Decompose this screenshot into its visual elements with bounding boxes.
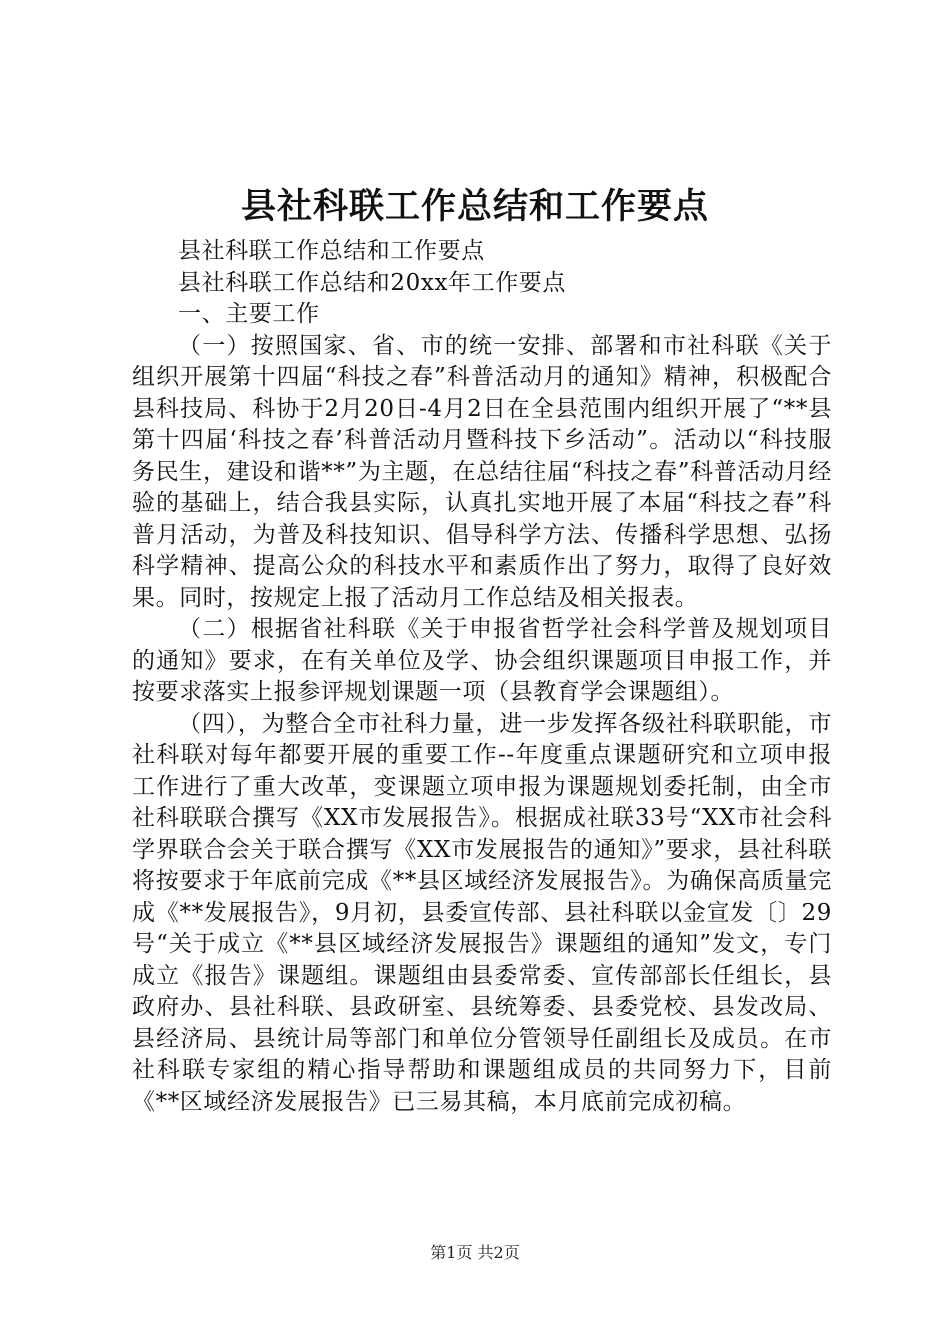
- subtitle-line: 县社科联工作总结和工作要点: [178, 238, 485, 264]
- subtitle-line-year: 县社科联工作总结和20xx年工作要点: [178, 269, 567, 296]
- paragraph-item-2: （二）根据省社科联《关于申报省哲学社会科学普及规划项目的通知》要求，在有关单位及学、协会组织课题项目申报工作，并按要求落实上报参评规划课题一项（县教育学会课题组）。: [132, 616, 832, 705]
- document-body: [132, 236, 832, 1118]
- paragraph-item-4: （四），为整合全市社科力量，进一步发挥各级社科联职能，市社科联对每年都要开展的重要工作--年度重点课题研究和立项申报工作进行了重大改革，变课题立项申报为课题规划委托制，由全市社科联联合撰写《XX市发展报告》。根据成社联33号“XX市社会科学界联合会关于联合撰写《XX市发展报告的通知》”要求，县社科联将按要求于年底前完成《**县区域经济发展报告》。为确保高质量完成《**发展报告》，9月初，县委宣传部、县社科联以金宣发〔〕29号“关于成立《**县区域经济发展报告》课题组的通知”发文，专门成立《报告》课题组。课题组由县委常委、宣传部部长任组长，县政府办、县社科联、县政研室、县统筹委、县委党校、县发改局、县经济局、县统计局等部门和单位分管领导任副组长及成员。在市社科联专家组的精心指导帮助和课题组成员的共同努力下，目前《**区域经济发展报告》已三易其稿，本月底前完成初稿。: [132, 710, 832, 1115]
- page-number-footer: 第1页 共2页: [430, 1243, 520, 1262]
- paragraph-item-1: （一）按照国家、省、市的统一安排、部署和市社科联《关于组织开展第十四届“科技之春”科普活动月的通知》精神，积极配合县科技局、科协于2月20日-4月2日在全县范围内组织开展了“**县第十四届‘科技之春’科普活动月暨科技下乡活动”。活动以“科技服务民生，建设和谐**”为主题，在总结往届“科技之春”科普活动月经验的基础上，结合我县实际，认真扎实地开展了本届“科技之春”科普月活动，为普及科技知识、倡导科学方法、传播科学思想、弘扬科学精神、提高公众的科技水平和素质作出了努力，取得了良好效果。同时，按规定上报了活动月工作总结及相关报表。: [132, 332, 832, 611]
- document-title: 县社科联工作总结和工作要点: [240, 186, 709, 227]
- section-heading: 一、主要工作: [178, 301, 320, 327]
